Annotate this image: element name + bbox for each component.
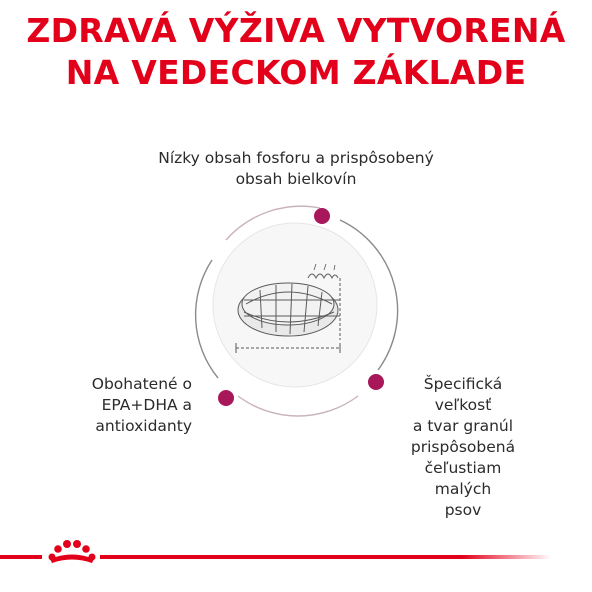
benefit-right-line-4: čeľustiam malých [424,459,502,498]
benefit-top-line-2: obsah bielkovín [235,170,357,188]
benefit-left-line-2: EPA+DHA a [101,396,192,414]
benefit-top-line-1: Nízky obsah fosforu a prispôsobený [158,149,434,167]
benefit-left-line-3: antioxidanty [95,417,192,435]
benefit-right-line-2: a tvar granúl [412,417,514,435]
headline [0,10,592,94]
benefit-right-line-1: Špecifická veľkosť [423,375,503,414]
benefit-dot-right [368,374,384,390]
headline-line-2: NA VEDECKOM ZÁKLADE [65,53,527,92]
benefit-left-line-1: Obohatené o [91,375,192,393]
benefit-right-line-5: psov [444,501,482,519]
footer-brand-bar [0,532,592,572]
footer-line-left [0,555,42,559]
headline-line-1: ZDRAVÁ VÝŽIVA VYTVORENÁ [26,11,566,50]
benefit-dot-left [218,390,234,406]
kibble-diagram [190,200,400,410]
ring-arc-bottom [238,396,358,416]
crown-logo [49,540,96,563]
benefit-right-line-3: prispôsobená [410,438,516,456]
footer-line-right [100,555,552,559]
benefit-right-text [398,374,528,521]
benefit-dot-top [314,208,330,224]
kibble-sketch-icon [190,200,400,410]
royal-crown-logo-icon [0,532,592,572]
benefit-left-text [42,374,192,437]
benefit-top-text [120,148,472,190]
